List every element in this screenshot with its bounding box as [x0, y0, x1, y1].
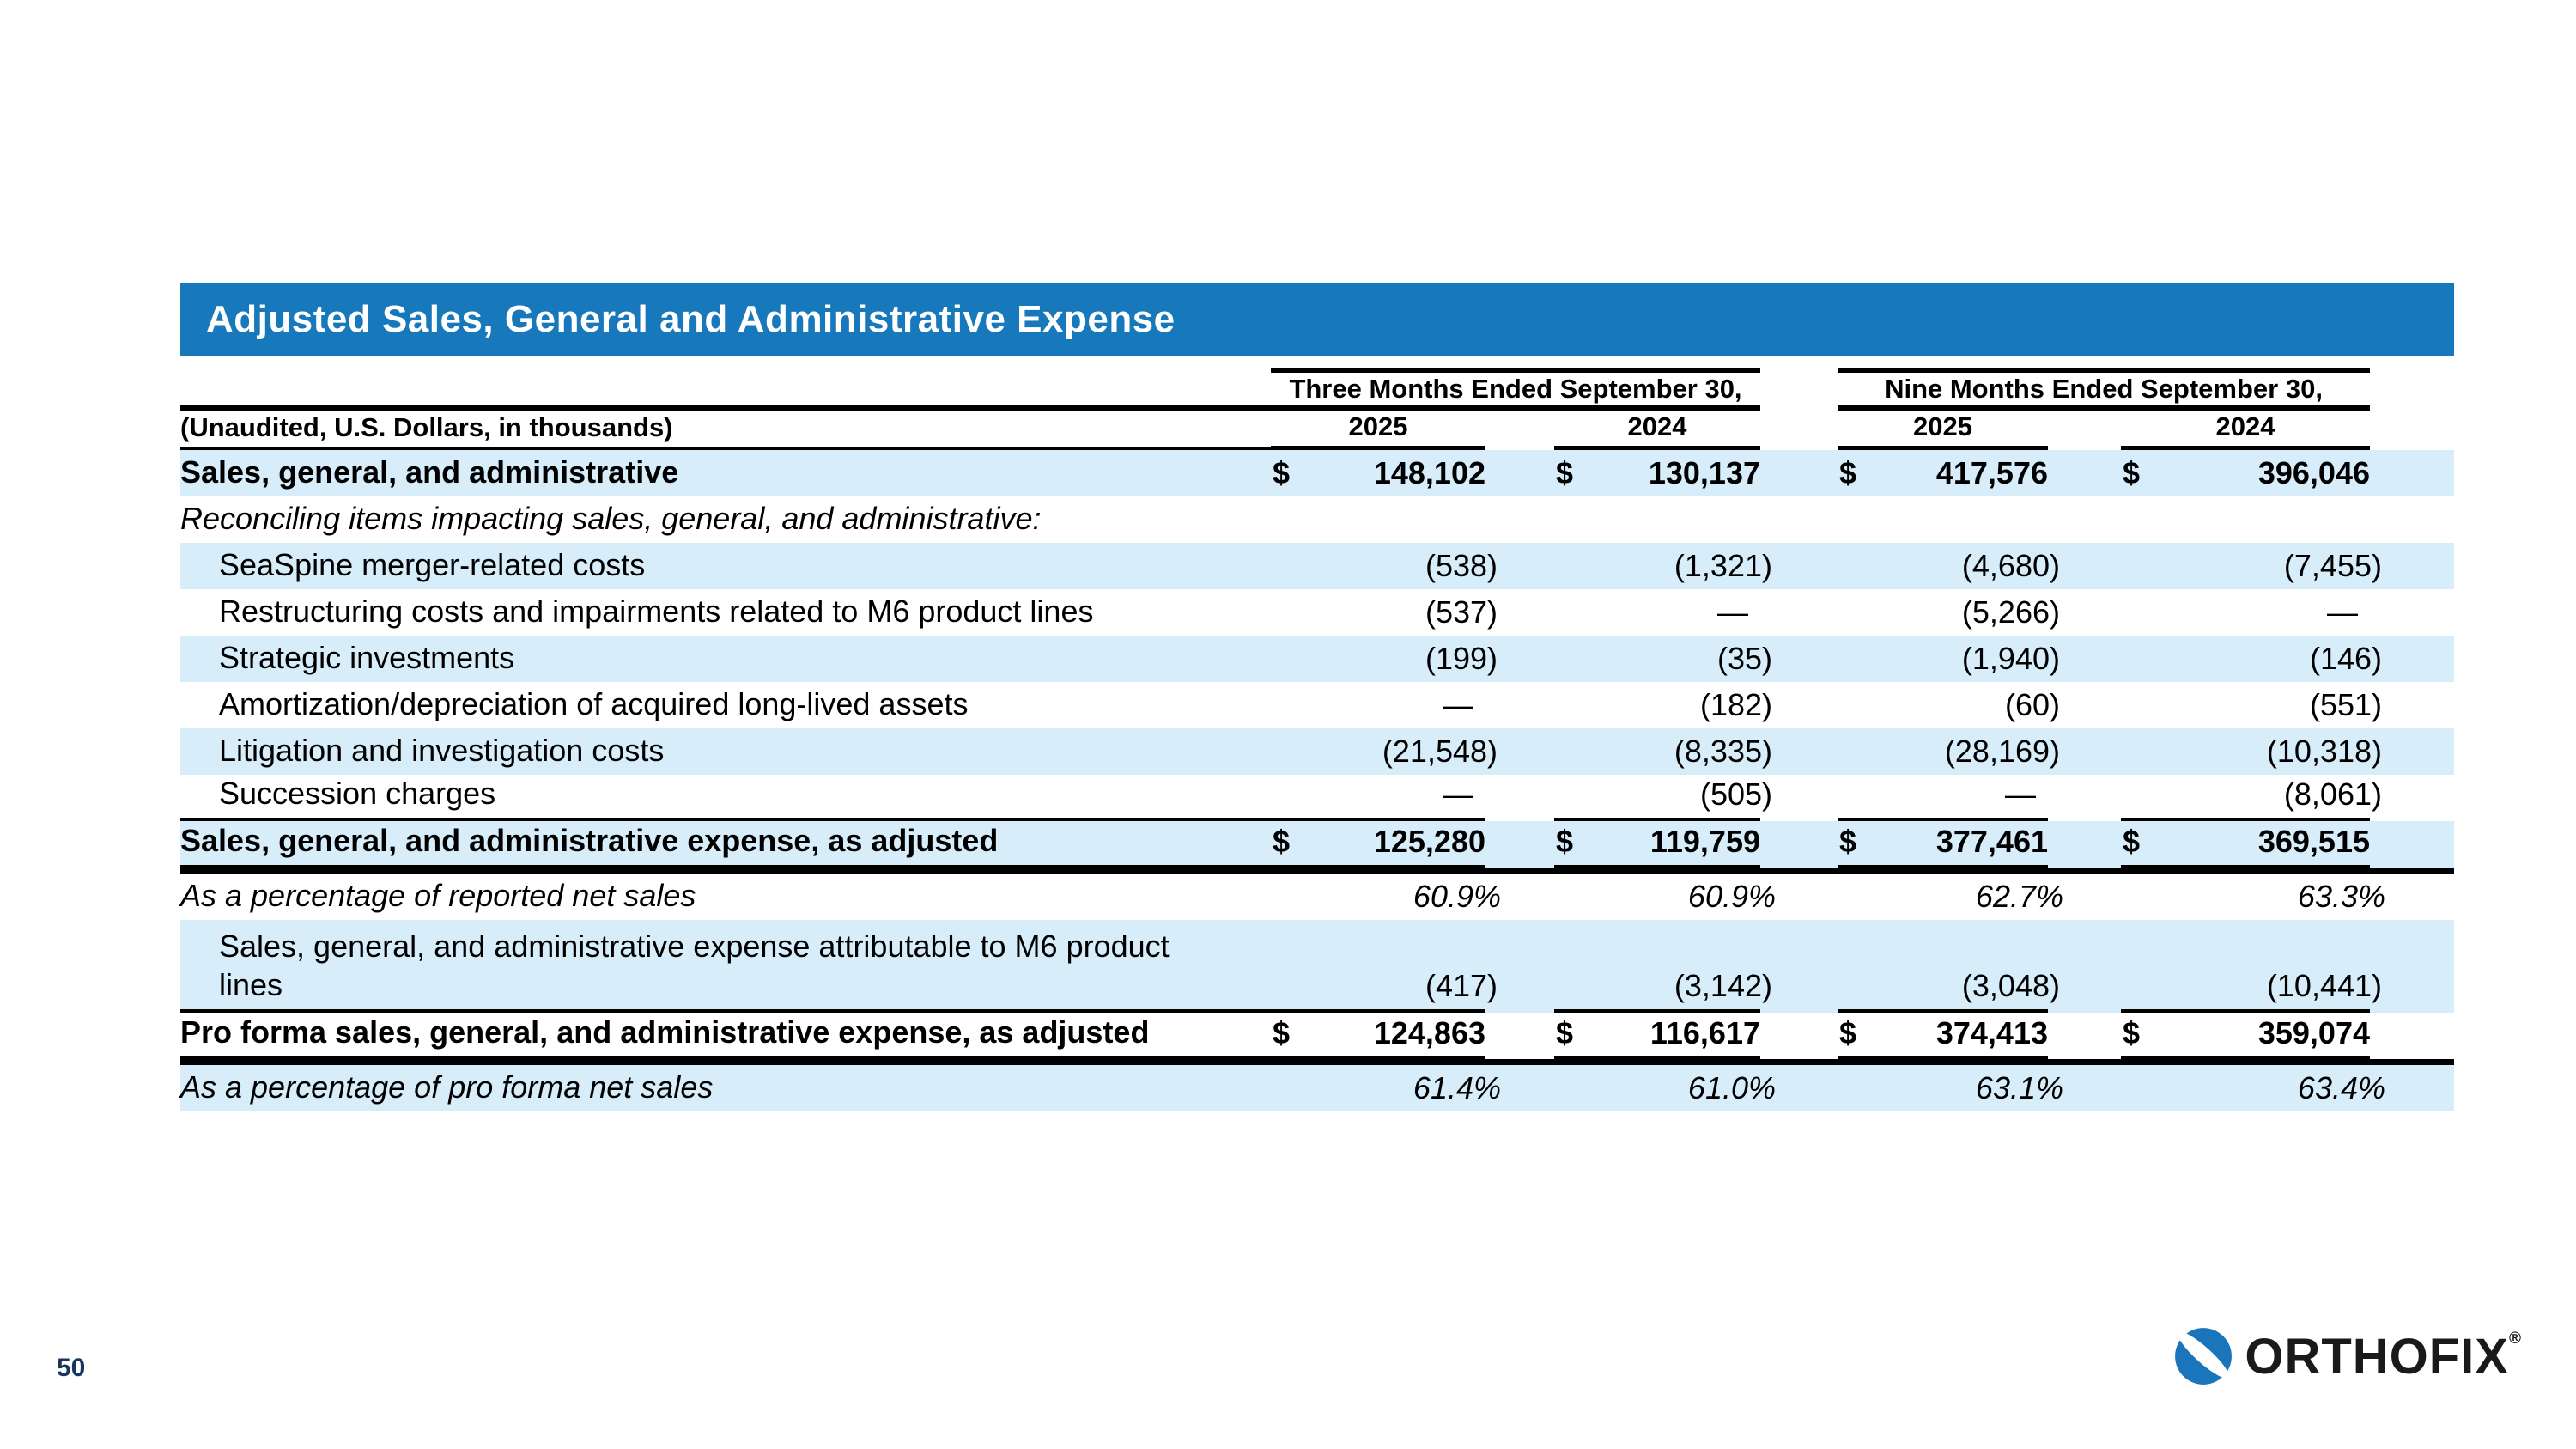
value-cell-three-months-2025 — [1271, 874, 1501, 920]
dollar-sign: $ — [2123, 824, 2141, 859]
row-label: Strategic investments — [219, 640, 515, 675]
value: (8,335) — [1674, 734, 1772, 769]
column-spacer — [1760, 368, 1838, 411]
value: (199) — [1425, 641, 1498, 676]
table-row — [180, 543, 2454, 589]
value: (5,266) — [1961, 594, 2060, 630]
value-cell-three-months-2025 — [1271, 636, 1498, 682]
value-cell-nine-months-2024 — [2121, 589, 2370, 636]
value-cell-three-months-2025 — [1271, 543, 1498, 589]
value: (10,318) — [2266, 734, 2382, 769]
value: (146) — [2309, 641, 2382, 676]
year-header-nine-months-2024: 2024 — [2121, 411, 2370, 450]
value-cell-nine-months-2024 — [2121, 821, 2370, 868]
column-spacer — [1760, 496, 1838, 543]
row-label: As a percentage of reported net sales — [180, 878, 696, 913]
value-cell-nine-months-2025 — [1838, 920, 2060, 1013]
value-cell-nine-months-2024 — [2121, 874, 2385, 920]
value-cell-nine-months-2024 — [2121, 496, 2370, 543]
value: 125,280 — [1373, 824, 1485, 859]
column-spacer — [1760, 450, 1838, 496]
value-cell-nine-months-2025 — [1838, 1013, 2048, 1059]
col-group-nine-months-label: Nine Months Ended September 30, — [1885, 374, 2323, 404]
dollar-sign: $ — [1839, 1015, 1857, 1050]
dollar-sign: $ — [2123, 455, 2141, 490]
value: (551) — [2309, 687, 2382, 722]
row-label-cell — [180, 450, 1271, 496]
year-header-three-months-2025: 2025 — [1271, 411, 1485, 450]
value: 359,074 — [2257, 1015, 2370, 1050]
value-cell-three-months-2025 — [1271, 589, 1498, 636]
value-cell-nine-months-2025 — [1838, 636, 2060, 682]
row-label-cell — [180, 1065, 1271, 1111]
row-label: Reconciling items impacting sales, general, and administrative: — [180, 501, 1042, 536]
dollar-sign: $ — [1556, 455, 1574, 490]
value: (537) — [1425, 594, 1498, 630]
dollar-sign: $ — [1273, 1015, 1291, 1050]
value-cell-three-months-2024 — [1554, 682, 1772, 728]
value-cell-three-months-2024 — [1554, 543, 1772, 589]
value: 61.0% — [1687, 1070, 1776, 1105]
value-cell-three-months-2024 — [1554, 589, 1760, 636]
value: (7,455) — [2283, 548, 2382, 583]
orthofix-logo-text: ORTHOFIX — [2245, 1328, 2509, 1385]
value-cell-three-months-2024 — [1554, 728, 1772, 775]
table-row — [180, 496, 2454, 543]
dollar-sign: $ — [1273, 455, 1291, 490]
column-spacer — [1485, 411, 1554, 450]
row-label: Litigation and investigation costs — [219, 733, 665, 768]
page-number: 50 — [57, 1354, 86, 1382]
value-cell-three-months-2024 — [1554, 821, 1760, 868]
value: (35) — [1716, 641, 1772, 676]
table-row — [180, 821, 2454, 874]
dollar-sign: $ — [1556, 1015, 1574, 1050]
value: 60.9% — [1413, 879, 1501, 914]
value-cell-three-months-2025 — [1271, 775, 1485, 821]
orthofix-logo — [2174, 1327, 2521, 1385]
row-label: Pro forma sales, general, and administrative expense, as adjusted — [180, 1014, 1150, 1050]
column-spacer — [2048, 411, 2121, 450]
row-label: Restructuring costs and impairments related to M6 product lines — [219, 594, 1094, 629]
year-header-three-months-2024: 2024 — [1554, 411, 1760, 450]
value: (4,680) — [1961, 548, 2060, 583]
value: 374,413 — [1935, 1015, 2048, 1050]
value-cell-three-months-2025 — [1271, 1013, 1485, 1059]
value: 377,461 — [1935, 824, 2048, 859]
table-row — [180, 874, 2454, 920]
column-spacer — [2370, 682, 2454, 728]
value: (28,169) — [1944, 734, 2060, 769]
value: — — [1443, 687, 1473, 722]
table-row — [180, 920, 2454, 1013]
column-spacer — [2370, 450, 2454, 496]
value: — — [2005, 776, 2036, 812]
column-spacer — [2370, 589, 2454, 636]
column-spacer — [2370, 920, 2454, 1013]
value: 119,759 — [1649, 824, 1760, 859]
value: (505) — [1699, 776, 1772, 812]
column-spacer — [2048, 496, 2121, 543]
value-cell-three-months-2025 — [1271, 821, 1485, 868]
value-cell-nine-months-2024 — [2121, 920, 2382, 1013]
value-cell-nine-months-2024 — [2121, 775, 2382, 821]
value: (3,048) — [1961, 968, 2060, 1003]
column-spacer — [1760, 589, 1838, 636]
row-label-cell — [180, 821, 1271, 868]
value-cell-nine-months-2025 — [1838, 589, 2060, 636]
column-spacer — [1760, 1013, 1838, 1059]
table-row — [180, 450, 2454, 496]
year-header-nine-months-2025: 2025 — [1838, 411, 2048, 450]
column-spacer — [2048, 450, 2121, 496]
value: 396,046 — [2257, 455, 2370, 490]
value: (21,548) — [1382, 734, 1498, 769]
row-label: Sales, general, and administrative expense, as adjusted — [180, 823, 999, 858]
value-cell-nine-months-2024 — [2121, 1013, 2370, 1059]
value-cell-three-months-2024 — [1554, 1013, 1760, 1059]
column-spacer — [1485, 775, 1554, 821]
group-header-label-spacer — [180, 368, 1271, 411]
table-body — [180, 450, 2454, 1111]
value-cell-three-months-2024 — [1554, 920, 1772, 1013]
value-cell-nine-months-2025 — [1838, 682, 2060, 728]
value-cell-nine-months-2024 — [2121, 636, 2382, 682]
column-spacer — [1485, 821, 1554, 868]
sgna-table — [180, 356, 2454, 1111]
year-header-row — [180, 411, 2454, 450]
col-group-three-months-label: Three Months Ended September 30, — [1289, 374, 1742, 404]
title-bar — [180, 283, 2454, 356]
registered-mark: ® — [2509, 1330, 2521, 1348]
value-cell-three-months-2025 — [1271, 1065, 1501, 1111]
value-cell-nine-months-2024 — [2121, 1065, 2385, 1111]
value: 63.4% — [2297, 1070, 2385, 1105]
table-row — [180, 728, 2454, 775]
value-cell-three-months-2024 — [1554, 775, 1772, 821]
dollar-sign: $ — [1556, 824, 1574, 859]
column-spacer — [2370, 543, 2454, 589]
value: (1,940) — [1961, 641, 2060, 676]
row-label: Amortization/depreciation of acquired long-lived assets — [219, 686, 969, 721]
value: — — [1717, 594, 1748, 630]
value-cell-three-months-2024 — [1554, 450, 1760, 496]
value: (10,441) — [2266, 968, 2382, 1003]
value: 148,102 — [1373, 455, 1485, 490]
row-label-cell — [180, 920, 1271, 1013]
row-label-cell — [180, 589, 1271, 636]
column-spacer — [2048, 1013, 2121, 1059]
column-spacer — [2370, 728, 2454, 775]
column-spacer — [1485, 496, 1554, 543]
value-cell-nine-months-2025 — [1838, 496, 2048, 543]
value-cell-nine-months-2024 — [2121, 728, 2382, 775]
value-cell-nine-months-2024 — [2121, 682, 2382, 728]
value-cell-three-months-2025 — [1271, 450, 1485, 496]
value: (417) — [1425, 968, 1498, 1003]
column-spacer — [2370, 496, 2454, 543]
value-cell-nine-months-2024 — [2121, 543, 2382, 589]
value-cell-nine-months-2024 — [2121, 450, 2370, 496]
value: — — [2327, 594, 2358, 630]
value: (60) — [2004, 687, 2060, 722]
value-cell-nine-months-2025 — [1838, 874, 2063, 920]
dollar-sign: $ — [1273, 824, 1291, 859]
row-label-cell — [180, 636, 1271, 682]
value: 369,515 — [2257, 824, 2370, 859]
value-cell-three-months-2025 — [1271, 920, 1498, 1013]
column-spacer — [2370, 1013, 2454, 1059]
col-group-nine-months — [1838, 368, 2370, 411]
table-row — [180, 1065, 2454, 1111]
value: 116,617 — [1649, 1015, 1760, 1050]
row-label: As a percentage of pro forma net sales — [180, 1069, 714, 1105]
column-group-header-row — [180, 368, 2454, 411]
row-label-cell — [180, 682, 1271, 728]
table-row — [180, 682, 2454, 728]
value: 63.1% — [1975, 1070, 2063, 1105]
value: (3,142) — [1674, 968, 1772, 1003]
column-spacer — [2048, 821, 2121, 868]
value-cell-nine-months-2025 — [1838, 728, 2060, 775]
value-cell-three-months-2024 — [1554, 496, 1760, 543]
column-spacer — [2048, 775, 2121, 821]
value: 63.3% — [2297, 879, 2385, 914]
value: 130,137 — [1648, 455, 1760, 490]
value-cell-three-months-2024 — [1554, 636, 1772, 682]
column-spacer — [1760, 411, 1838, 450]
value-cell-nine-months-2025 — [1838, 821, 2048, 868]
column-spacer — [2370, 411, 2454, 450]
row-label-cell — [180, 728, 1271, 775]
value-cell-three-months-2025 — [1271, 728, 1498, 775]
value-cell-three-months-2025 — [1271, 496, 1485, 543]
orthofix-sphere-icon — [2174, 1327, 2233, 1385]
column-spacer — [2370, 636, 2454, 682]
column-spacer — [1760, 821, 1838, 868]
row-label: Succession charges — [219, 776, 496, 811]
value: 62.7% — [1975, 879, 2063, 914]
table-row — [180, 636, 2454, 682]
dollar-sign: $ — [2123, 1015, 2141, 1050]
value: (8,061) — [2283, 776, 2382, 812]
row-label: SeaSpine merger-related costs — [219, 547, 646, 582]
table-row — [180, 1013, 2454, 1065]
value: (1,321) — [1674, 548, 1772, 583]
row-label: Sales, general, and administrative expense attributable to M6 product lines — [219, 928, 1170, 1002]
column-spacer — [1485, 450, 1554, 496]
value-cell-nine-months-2025 — [1838, 543, 2060, 589]
column-spacer — [1485, 1013, 1554, 1059]
row-label-cell — [180, 874, 1271, 920]
value: 60.9% — [1687, 879, 1776, 914]
value: (538) — [1425, 548, 1498, 583]
row-label-cell — [180, 775, 1271, 821]
table-row — [180, 775, 2454, 821]
row-label-cell — [180, 496, 1271, 543]
row-label: Sales, general, and administrative — [180, 454, 679, 490]
table-row — [180, 589, 2454, 636]
value-cell-nine-months-2025 — [1838, 1065, 2063, 1111]
row-label-cell — [180, 1013, 1271, 1059]
value: 124,863 — [1373, 1015, 1485, 1050]
value-cell-three-months-2024 — [1554, 1065, 1776, 1111]
column-spacer — [1485, 682, 1554, 728]
value: 417,576 — [1935, 455, 2048, 490]
value: (182) — [1699, 687, 1772, 722]
column-spacer — [2370, 775, 2454, 821]
col-group-three-months — [1271, 368, 1760, 411]
value-cell-nine-months-2025 — [1838, 775, 2048, 821]
value: 61.4% — [1413, 1070, 1501, 1105]
column-spacer — [2370, 368, 2454, 411]
dollar-sign: $ — [1839, 455, 1857, 490]
value-cell-three-months-2025 — [1271, 682, 1485, 728]
dollar-sign: $ — [1839, 824, 1857, 859]
value: — — [1443, 776, 1473, 812]
column-spacer — [2370, 821, 2454, 868]
slide-title: Adjusted Sales, General and Administrative Expense — [206, 298, 1176, 340]
row-label-cell — [180, 543, 1271, 589]
value-cell-three-months-2024 — [1554, 874, 1776, 920]
value-cell-nine-months-2025 — [1838, 450, 2048, 496]
unaudited-note: (Unaudited, U.S. Dollars, in thousands) — [180, 411, 1271, 450]
